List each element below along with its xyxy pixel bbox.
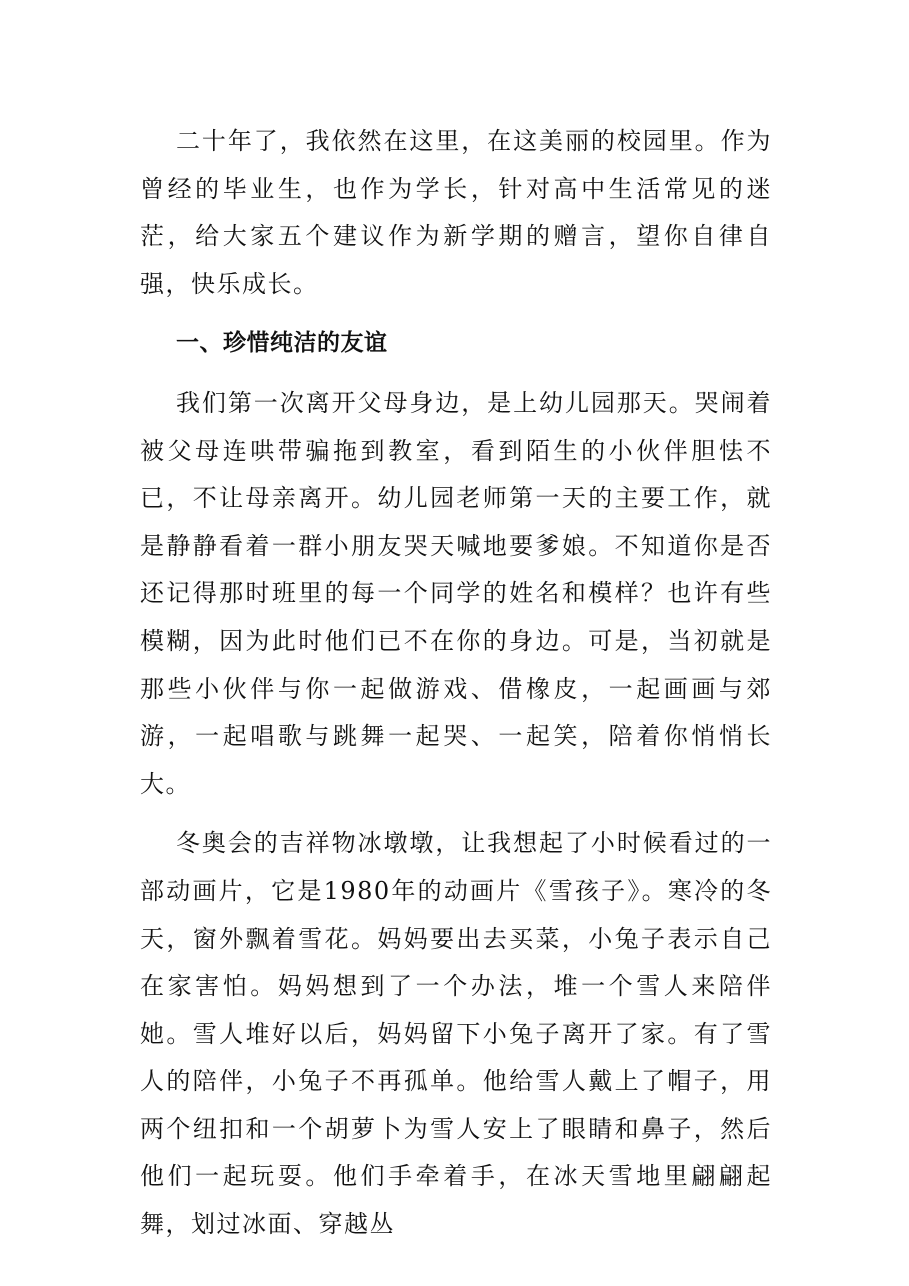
section-heading: 一、珍惜纯洁的友谊 xyxy=(176,330,388,357)
document-body xyxy=(140,118,772,1261)
intro-paragraph: 二十年了，我依然在这里，在这美丽的校园里。作为曾经的毕业生，也作为学长，针对高中生活常见的迷茫，给大家五个建议作为新学期的赠言，望你自律自强，快乐成长。 xyxy=(140,127,772,298)
section-paragraph-2: 冬奥会的吉祥物冰墩墩，让我想起了小时候看过的一部动画片，它是1980年的动画片《雪孩子》。寒冷的冬天，窗外飘着雪花。妈妈要出去买菜，小兔子表示自己在家害怕。妈妈想到了一个办法，堆一个雪人来陪伴她。雪人堆好以后，妈妈留下小兔子离开了家。有了雪人的陪伴，小兔子不再孤单。他给雪人戴上了帽子，用两个纽扣和一个胡萝卜为雪人安上了眼睛和鼻子，然后他们一起玩耍。他们手牵着手，在冰天雪地里翩翩起舞，划过冰面、穿越丛 xyxy=(140,829,772,1239)
section-paragraph-1: 我们第一次离开父母身边，是上幼儿园那天。哭闹着被父母连哄带骗拖到教室，看到陌生的小伙伴胆怯不已，不让母亲离开。幼儿园老师第一天的主要工作，就是静静看着一群小朋友哭天喊地要爹娘。不知道你是否还记得那时班里的每一个同学的姓名和模样？也许有些模糊，因为此时他们已不在你的身边。可是，当初就是那些小伙伴与你一起做游戏、借橡皮，一起画画与郊游，一起唱歌与跳舞一起哭、一起笑，陪着你悄悄长大。 xyxy=(140,388,772,798)
